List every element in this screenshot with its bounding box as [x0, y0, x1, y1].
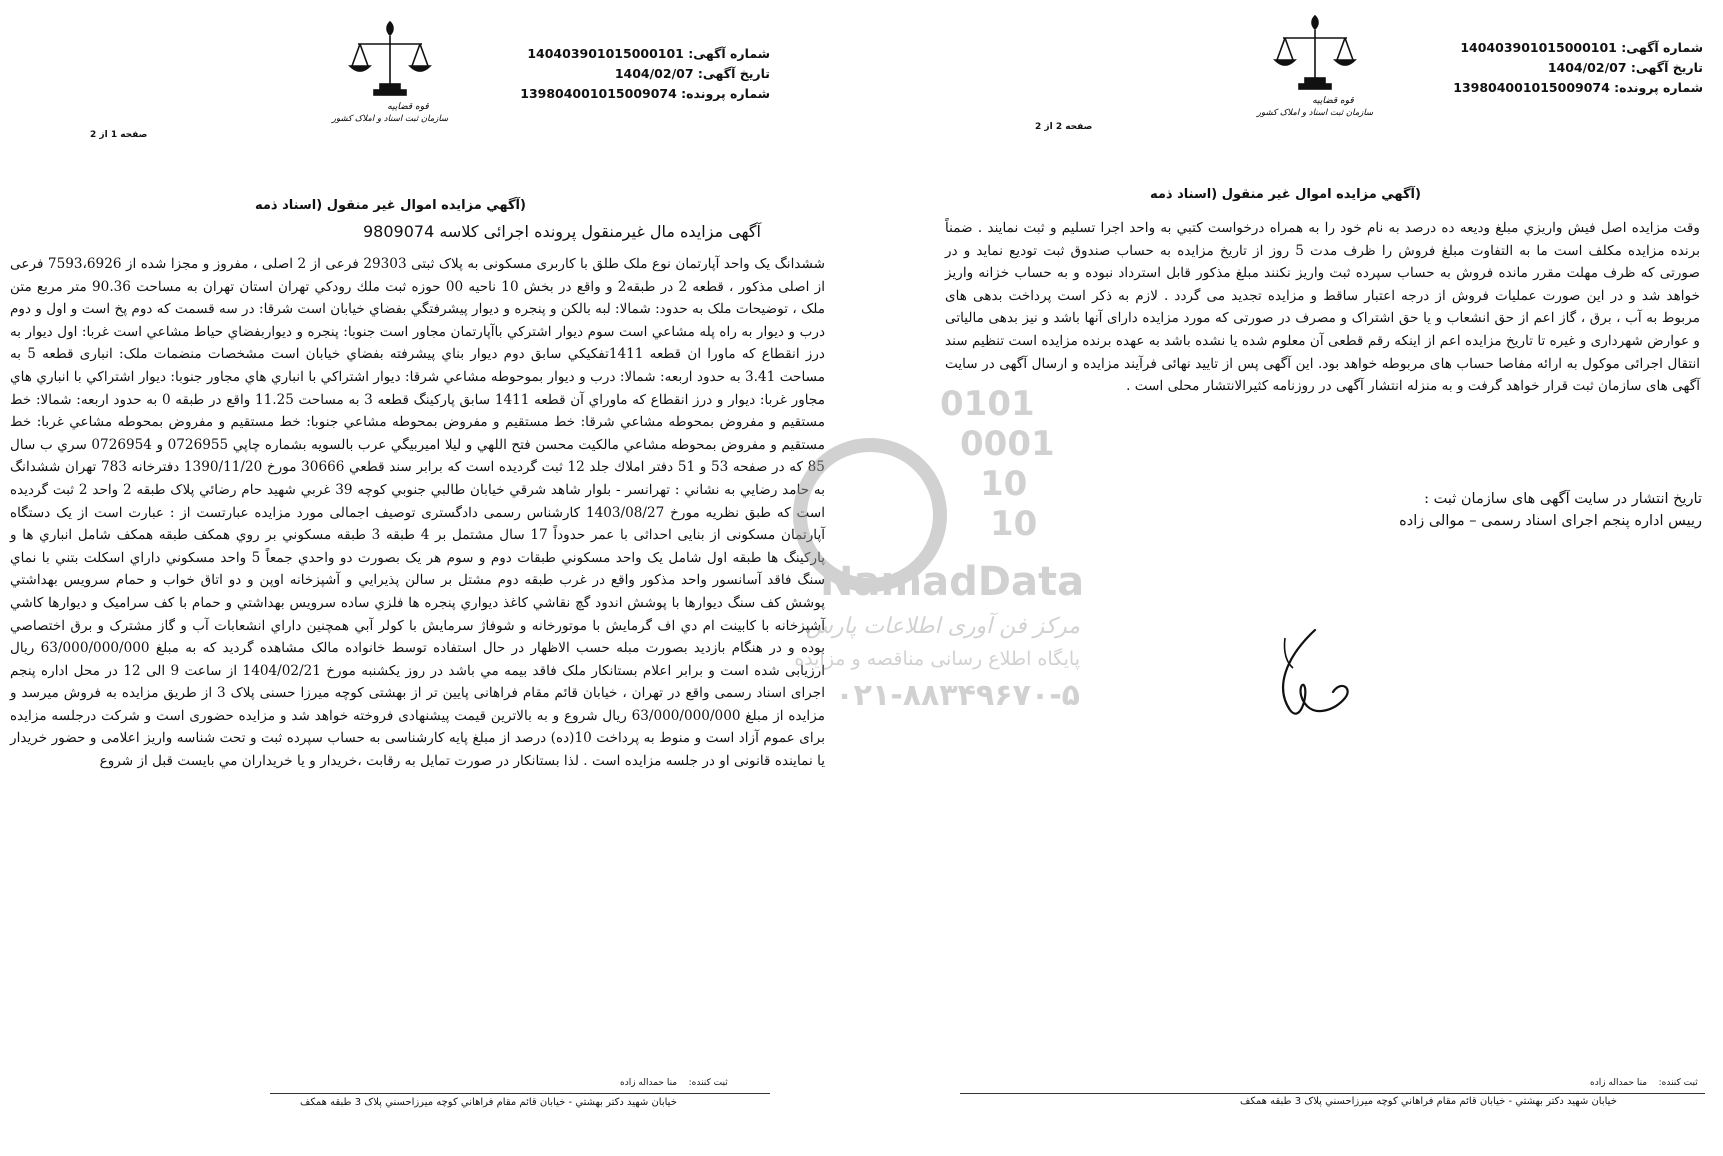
page-number: صفحه 2 از 2 [1035, 122, 1093, 132]
registrar-label: ثبت کننده: [1658, 1078, 1698, 1088]
publish-date-line: تاریخ انتشار در سایت آگهی های سازمان ثبت : [1424, 491, 1702, 507]
notice-title: (آگهي مزايده اموال غير منقول (اسناد ذمه [1150, 187, 1421, 202]
registrar-name: منا حمداله زاده [1590, 1078, 1648, 1088]
ad-date-label: تاریخ آگهی: [697, 66, 770, 81]
header-info [520, 44, 770, 104]
footer-divider [960, 1093, 1705, 1094]
notice-subtitle: آگهی مزایده مال غیرمنقول پرونده اجرائی کلاسه 9809074 [363, 222, 761, 241]
ad-number-label: شماره آگهی: [1621, 40, 1703, 55]
page-number: صفحه 1 از 2 [90, 130, 148, 140]
svg-text:0101: 0101 [940, 384, 1035, 424]
notice-body: ششدانگ یک واحد آپارتمان نوع ملک طلق با کاربری مسکونی به پلاک ثبتی 29303 فرعی از 2 اصلی ، مفروز و مجزا شده از 7593،6926 فرعی از اصلی مذکور ، قطعه 2 در طبقه2 و واقع در بخش 10 ناحیه 00 حوزه ثبت ملك رودكي تهران استان تهران به مساحت 90.36 متر مربع متن ملک ، توضیحات ملک به حدود: شمالا: لبه بالكن و پنجره و ديوار پيشرفتگي بفضاي خيابان است شرقا: در سه قسمت كه دوم پخ است و اول و دوم درب و ديوار به راه پله مشاعي است سوم ديوار اشتركي باآپارتمان مجاور است جنوبا: پنجره و ديواربفضاي حياط مشاعي است غربا: اول ديوار به درز انقطاع كه ماورا ان قطعه 1411تفكيكي سابق دوم ديوار بناي پيشرفته بفضاي خيابان است مشخصات منضمات ملک: انباری قطعه 5 به مساحت 3.41 به حدود اربعه: شمالا: درب و ديوار بموحوطه مشاعي شرقا: ديوار اشتراكي با انباري هاي مجاور جنوبا: ديوار اشتراكي با انباري هاي مجاور غربا: ديوار و درز انقطاع كه ماوراي آن قطعه 1411 سابق پاركينگ قطعه 3 به مساحت 11.25 واقع در طبقه 0 به حدود اربعه: شمالا: خط مستقيم و مفروض بمحوطه مشاعي شرقا: خط مستقيم و مفروض بمحوطه مشاعي جنوبا: خط مستقيم و مفروض بمحوطه مشاعي غربا: خط مستقيم و مفروض بمحوطه مشاعي مالكيت محسن فتح اللهي و ليلا اميربيگي عرب بالسويه بشماره چاپي 0726955 و 0726954 سري ب سال 85 كه در صفحه 53 و 51 دفتر املاك جلد 12 ثبت گرديده است كه برابر سند قطعي 30666 مورخ 1390/11/20 دفترخانه 783 تهران ششدانگ به حامد رضايي به نشاني : تهرانسر - بلوار شاهد شرقي خيابان طالبي جنوبي كوچه 39 غربي شهيد حام رضائي پلاک طبقه 2 واحد 2 ثبت گرديده است که طبق نظريه مورخ 1403/08/27 کارشناس رسمی دادگستری توصیف اجمالی مورد مزایده عبارتست از : عبارت است از یک دستگاه آپارتمان مسکونی از بنایی احداثی با عمر حدوداً 17 سال مشتمل بر 4 طبقه 3 طبقه مسکوني بر روي همکف طبقه همکف شامل انباري ها و پارکينگ ها طبقه اول شامل يک واحد مسکوني طبقات دوم و سوم هر يک بصورت دو واحدي جمعاً 5 واحد مسکوني داراي اسکلت بتني با نماي سنگ فاقد آسانسور واحد مذکور واقع در غرب طبقه دوم مشتل بر سالن پذيرايي و آشپزخانه اوپن و دو اتاق خواب و حمام سرويس بهداشتي پوشش کف سنگ ديوارها با پوشش اندود گچ نقاشي کاغذ ديواري پنجره ها فلزي ساده سرويس بهداشتي و حمام با کف سراميک و ديوارها کاشي آشپزخانه با کابينت ام دي اف گرمايش با موتورخانه و شوفاژ سرمايش با کولر آبي همچنين داراي انشعابات آب و گاز مشترک و برق اختصاصي بوده و در هنگام بازديد بصورت مبله حسب الاظهار در حال استفاده توسط خانواده مالک مشاهده گرديد که به مبلغ 63/000/000/000 ريال ارزيابی شده است و برابر اعلام بستانكار ملک فاقد بيمه مي باشد در روز یکشنبه مورخ 1404/02/21 از ساعت 9 الی 12 در محل اداره پنجم اجرای اسناد رسمی واقع در تهران ، خیابان قائم مقام فراهانی پایین تر از بهشتی کوچه میرزا حسنی پلاک 3 از طریق مزایده به فروش میرسد و مزایده از مبلغ 63/000/000/000 ریال شروع و به بالاترین قیمت پیشنهادی فروخته خواهد شد و مزایده حضوری است و شرکت درجلسه مزایده برای عموم آزاد است و منوط به پرداخت 10(ده) درصد از مبلغ پایه کارشناسی به حساب سپرده ثبت و تحت شناسه واریز اعلامی و حضور خریدار یا نماینده قانونی او در جلسه مزایده است . لذا بستانكار در صورت تمایل به رقابت ،خریدار و یا خریداران مي بايست قبل از شروع [10, 256, 826, 770]
watermark-line1: مرکز فن آوری اطلاعات پارس [806, 614, 1080, 639]
file-number-label: شماره پرونده: [681, 86, 770, 101]
page-1 [0, 0, 860, 1156]
signature-image [1245, 618, 1375, 728]
ad-number-label: شماره آگهی: [688, 46, 770, 61]
ad-date: 1404/02/07 [1547, 60, 1627, 75]
svg-text:10: 10 [980, 464, 1028, 504]
watermark-phone: ۰۲۱-۸۸۳۴۹۶۷۰-۵ [835, 678, 1080, 713]
page-2 [860, 0, 1723, 1156]
publish-date-section [1300, 488, 1702, 532]
notice-title: (آگهي مزايده اموال غير منقول (اسناد ذمه [255, 198, 526, 213]
ad-number: 140403901015000101 [1460, 40, 1617, 55]
emblem-caption-1: قوه قضاییه [1312, 96, 1354, 106]
file-number-label: شماره پرونده: [1614, 80, 1703, 95]
emblem-caption-2: سازمان ثبت اسناد و املاک کشور [1256, 108, 1374, 118]
notice-body: وقت مزایده اصل فیش واریزي مبلغ وديعه ده درصد به نام خود را به همراه درخواست كتبي به واحد اجرا تسليم و ثبت نمايند . ضمناً برنده مزایده مکلف است ما به التفاوت مبلغ فروش را ظرف مدت 5 روز از تاریخ مزایده به حساب صندوق ثبت تودیع نماید و در صورتی که ظرف مهلت مقرر مانده فروش به حساب سپرده ثبت واریز نکنند مبلغ مذکور قابل استرداد نبوده و به حساب خزانه واریز خواهد شد و در این صورت عملیات فروش از درجه اعتبار ساقط و مزایده تجدید می گردد . لازم به ذکر است پرداخت بدهی های مربوط به آب ، برق ، گاز اعم از حق انشعاب و یا حق اشتراک و مصرف در صورتی که مورد مزایده دارای آنها باشد و نیز بدهی مالیاتی و عوارض شهرداری و غیره تا تاریخ مزایده اعم از اینکه رقم قطعی آن معلوم شده یا نشده باشد به عهده برنده مزایده است تنظیم سند انتقال اجرائی موکول به ارائه مفاصا حساب های مربوطه خواهد بود. این آگهی پس از تایید نهائی فرآیند مزایده و ارسال آگهی در سایت آگهی های سازمان ثبت قرار خواهد گرفت و به منزله انتشار آگهی در روزنامه کثیرالانتشار محلی است . [945, 220, 1701, 395]
emblem-caption-1: قوه قضاییه [387, 102, 429, 112]
watermark-line2: پایگاه اطلاع رسانی مناقصه و مزایده [794, 648, 1080, 670]
judiciary-emblem-logo [1255, 8, 1375, 118]
svg-text:10: 10 [990, 504, 1038, 544]
file-number: 139804001015009074 [520, 86, 677, 101]
svg-text:0001: 0001 [960, 424, 1055, 464]
watermark-brand: NamadData [820, 559, 1085, 605]
footer-divider [270, 1093, 770, 1094]
registrar-label: ثبت کننده: [688, 1078, 728, 1088]
ad-date-label: تاریخ آگهی: [1630, 60, 1703, 75]
header-info [1453, 38, 1703, 98]
ad-date: 1404/02/07 [614, 66, 694, 81]
signer-line: رییس اداره پنجم اجرای اسناد رسمی – موالی زاده [1399, 513, 1702, 529]
judiciary-emblem-logo [330, 14, 450, 124]
emblem-caption-2: سازمان ثبت اسناد و املاک کشور [331, 114, 449, 124]
file-number: 139804001015009074 [1453, 80, 1610, 95]
footer-address: خيابان شهيد دکتر بهشتي - خيابان قائم مقام فراهاني کوچه ميرزاحسني پلاک 3 طبقه همکف [1240, 1096, 1617, 1107]
registrar [1590, 1078, 1698, 1088]
registrar-name: منا حمداله زاده [620, 1078, 678, 1088]
footer-address: خيابان شهيد دکتر بهشتي - خيابان قائم مقام فراهاني کوچه ميرزاحسني پلاک 3 طبقه همکف [300, 1097, 677, 1108]
ad-number: 140403901015000101 [527, 46, 684, 61]
registrar [620, 1078, 728, 1088]
